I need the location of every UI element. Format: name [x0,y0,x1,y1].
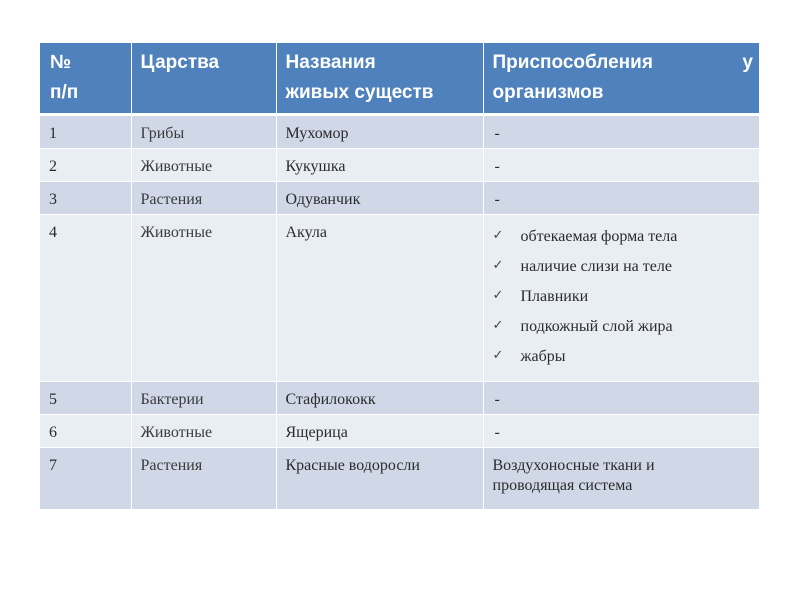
bullet-text: подкожный слой жира [520,318,673,335]
cell-kingdom: Бактерии [131,382,276,415]
cell-name: Одуванчик [276,182,483,215]
table-row [40,448,759,510]
table-row [40,215,759,382]
header-num [40,43,131,115]
header-num-line1: № [50,52,72,73]
header-kingdoms-label: Царства [140,52,220,73]
check-icon: ✓ [492,288,504,303]
cell-kingdom: Растения [131,182,276,215]
list-item [493,257,752,277]
header-kingdoms [131,43,276,115]
cell-name: Красные водоросли [276,448,483,510]
check-icon: ✓ [492,348,504,363]
cell-num: 7 [40,448,131,510]
cell-adaptation: - [483,415,759,448]
cell-num: 5 [40,382,131,415]
list-item [493,227,752,247]
list-item [493,317,752,337]
cell-kingdom: Растения [131,448,276,510]
bullet-text: Плавники [520,288,589,305]
list-item [493,347,752,367]
check-icon: ✓ [492,318,504,333]
table-header-row [40,43,759,115]
cell-adaptation: - [483,115,759,149]
cell-adaptation: - [483,149,759,182]
cell-kingdom: Грибы [131,115,276,149]
cell-name: Акула [276,215,483,382]
check-icon: ✓ [492,228,504,243]
table-row [40,149,759,182]
header-adaptations-line2: организмов [492,82,604,103]
table-row [40,182,759,215]
check-icon: ✓ [492,258,504,273]
table-row [40,382,759,415]
cell-name: Кукушка [276,149,483,182]
header-num-line2: п/п [50,82,79,103]
cell-num: 4 [40,215,131,382]
cell-name: Стафилококк [276,382,483,415]
adaptation-bullet-list [493,227,752,367]
bullet-text: наличие слизи на теле [520,258,672,275]
cell-adaptation: - [483,382,759,415]
header-names-line2: живых существ [285,82,434,103]
cell-num: 3 [40,182,131,215]
cell-kingdom: Животные [131,415,276,448]
cell-num: 6 [40,415,131,448]
adaptation-line2: проводящая система [492,477,633,494]
cell-adaptation [483,215,759,382]
cell-num: 2 [40,149,131,182]
cell-adaptation [483,448,759,510]
cell-adaptation: - [483,182,759,215]
header-names-line1: Названия [285,52,376,73]
cell-name: Мухомор [276,115,483,149]
header-adaptations-word1: Приспособления [492,52,653,73]
table-row [40,415,759,448]
adaptation-line1: Воздухоносные ткани и [492,457,655,474]
table-row [40,115,759,149]
cell-name: Ящерица [276,415,483,448]
list-item [493,287,752,307]
cell-kingdom: Животные [131,215,276,382]
cell-kingdom: Животные [131,149,276,182]
organisms-table [40,43,759,510]
bullet-text: обтекаемая форма тела [520,228,678,245]
header-adaptations-word2: у [742,52,753,73]
bullet-text: жабры [520,348,566,365]
cell-num: 1 [40,115,131,149]
header-adaptations [483,43,759,115]
header-names [276,43,483,115]
